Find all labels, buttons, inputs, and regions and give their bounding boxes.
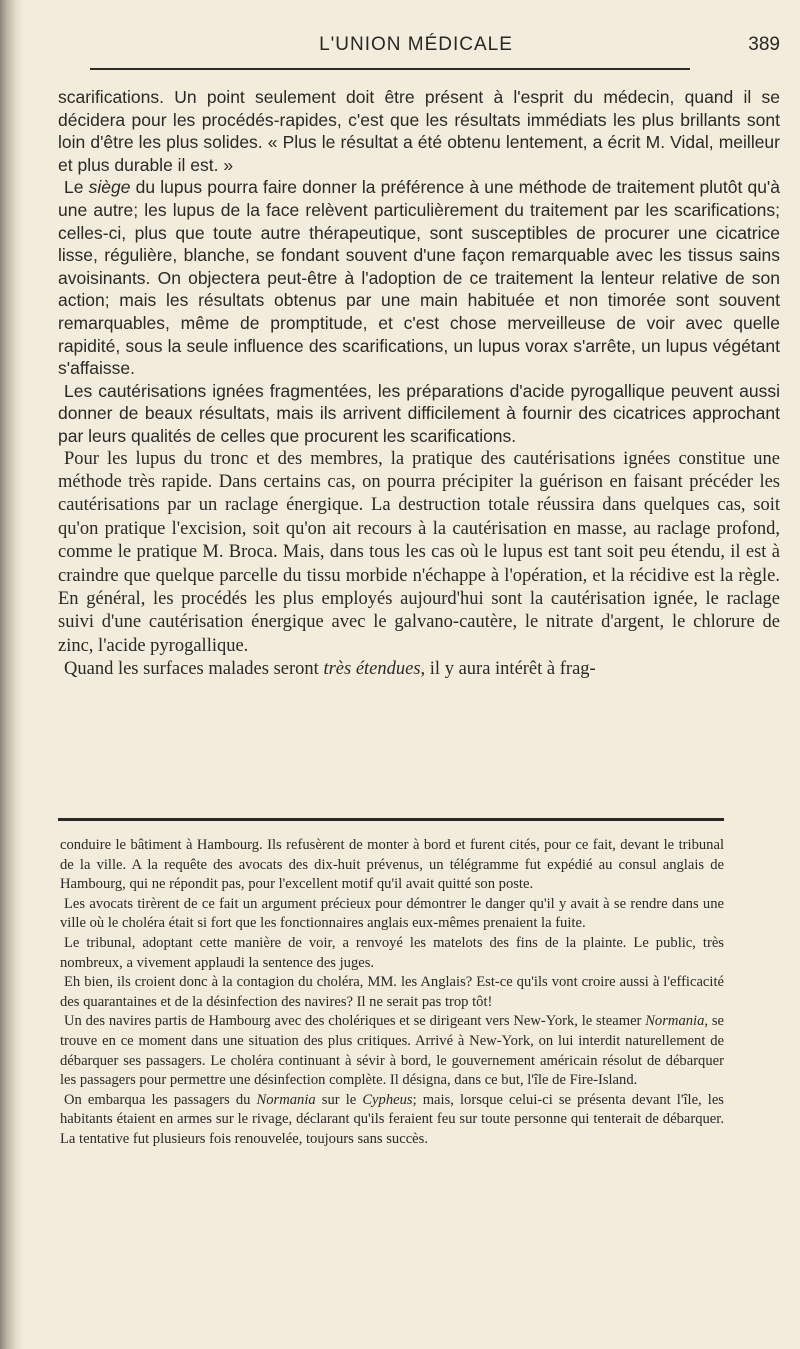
note-5-rest: , se trouve en ce moment dans une situation des plus critiques. Arrivé à New-York, on lui interdit naturellement de débarquer ses passagers. Le choléra continuant à sévir à bord, le gouvernement américain résolut de débarquer les passagers pour permettre une désinfection complète. Il désigna, dans ce but, l'île de Fire-Island. (60, 1013, 724, 1089)
main-text-column (58, 86, 780, 682)
paragraph-5-emphasis: très étendues (323, 659, 421, 680)
paragraph-2-start: Le (64, 177, 89, 198)
note-paragraph-3: Le tribunal, adoptant cette manière de voir, a renvoyé les matelots des fins de la plainte. Le public, très nombreux, a vivement applaudi la sentence des juges. (60, 934, 724, 971)
paragraph-3: Les cautérisations ignées fragmentées, les préparations d'acide pyrogallique peuvent aussi donner de beaux résultats, mais ils arrivent difficilement à fournir des cicatrices approchant par leurs qualités de celles que procurent les scarifications. (58, 380, 780, 446)
running-header (52, 34, 780, 58)
note-5-start: Un des navires partis de Hambourg avec des cholériques et se dirigeant vers New-York, le steamer (64, 1013, 646, 1030)
page-binding-edge (0, 0, 24, 1349)
paragraph-2 (58, 176, 780, 379)
ship-name-normania-2: Normania (256, 1091, 316, 1108)
note-6-mid: sur le (315, 1091, 363, 1108)
note-paragraph-4: Eh bien, ils croient donc à la contagion du choléra, MM. les Anglais? Est-ce qu'ils vont croire aussi à l'efficacité des quarantaines et de la désinfection des navires? Il ne serait pas trop tôt! (60, 974, 724, 1010)
ship-name-cypheus: Cypheus (362, 1091, 413, 1108)
paragraph-2-rest: du lupus pourra faire donner la préférence à une méthode de traitement plutôt qu'à une autre; les lupus de la face relèvent particulièrement du traitement par les scarifications; celles-ci, plus que toute autre thérapeutique, sont susceptibles de procurer une cicatrice lisse, régulière, blanche, se fondant souvent d'une façon remarquable avec les tissus sains avoisinants. On objectera peut-être à l'adoption de ce traitement la lenteur relative de son action; mais les résultats obtenus par une main habituée et non timorée sont souvent remarquables, même de promptitude, et c'est chose merveilleuse de voir avec quelle rapidité, sous la seule influence des scarifications, un lupus vorax s'arrête, un lupus végétant s'affaisse. (58, 177, 780, 379)
note-paragraph-5 (60, 1012, 724, 1090)
page-number: 389 (748, 34, 780, 55)
ship-name-normania: Normania (645, 1013, 705, 1030)
paragraph-1: scarifications. Un point seulement doit être présent à l'esprit du médecin, quand il se décidera pour les procédés-rapides, c'est que les résultats immédiats les plus brillants sont loin d'être les plus solides. « Plus le résultat a été obtenu lentement, a écrit M. Vidal, meilleur et plus durable il est. » (58, 87, 780, 175)
note-6-start: On embarqua les passagers du (64, 1091, 257, 1108)
paragraph-2-emphasis: siège (88, 177, 131, 198)
journal-title: L'UNION MÉDICALE (319, 34, 513, 55)
header-rule (90, 68, 690, 70)
paragraph-5-rest: , il y aura intérêt à frag- (420, 659, 596, 680)
note-paragraph-2: Les avocats tirèrent de ce fait un argument précieux pour démontrer le danger qu'il y avait à se rendre dans une ville où le choléra était si fort que les fonctionnaires anglais eux-mêmes prenaient la fuite. (60, 895, 724, 932)
note-paragraph-6 (60, 1091, 724, 1150)
paragraph-5-start: Quand les surfaces malades seront (64, 659, 324, 680)
note-6-rest: ; mais, lorsque celui-ci se présenta devant l'île, les habitants étaient en armes sur le rivage, déclarant qu'ils feraient feu sur toute personne qui tenterait de débarquer. La tentative fut plusieurs fois renouvelée, toujours sans succès. (60, 1091, 724, 1147)
paragraph-5 (58, 658, 780, 681)
continued-notes-column (60, 836, 724, 1150)
notes-separator-rule (58, 818, 724, 821)
note-paragraph-1: conduire le bâtiment à Hambourg. Ils refusèrent de monter à bord et furent cités, pour ce fait, devant le tribunal de la ville. A la requête des avocats des dix-huit prévenus, un télégramme fut expédié au consul anglais de Hambourg, qui ne répondit pas, pour l'excellent motif qu'il avait quitté son poste. (60, 837, 724, 893)
paragraph-4: Pour les lupus du tronc et des membres, la pratique des cautérisations ignées constitue une méthode très rapide. Dans certains cas, on pourra précipiter la guérison en faisant précéder les cautérisations par un raclage énergique. La destruction totale réussira dans quelques cas, soit qu'on pratique l'excision, soit qu'on ait recours à la cautérisation en masse, au raclage profond, comme le pratique M. Broca. Mais, dans tous les cas où le lupus est tant soit peu étendu, il est à craindre que quelque parcelle du tissu morbide n'échappe à l'opération, et la récidive est la règle. En général, les procédés les plus employés aujourd'hui sont la cautérisation ignée, le raclage suivi d'une cautérisation énergique avec le galvano-cautère, le nitrate d'argent, le chlorure de zinc, l'acide pyrogallique. (58, 448, 780, 656)
